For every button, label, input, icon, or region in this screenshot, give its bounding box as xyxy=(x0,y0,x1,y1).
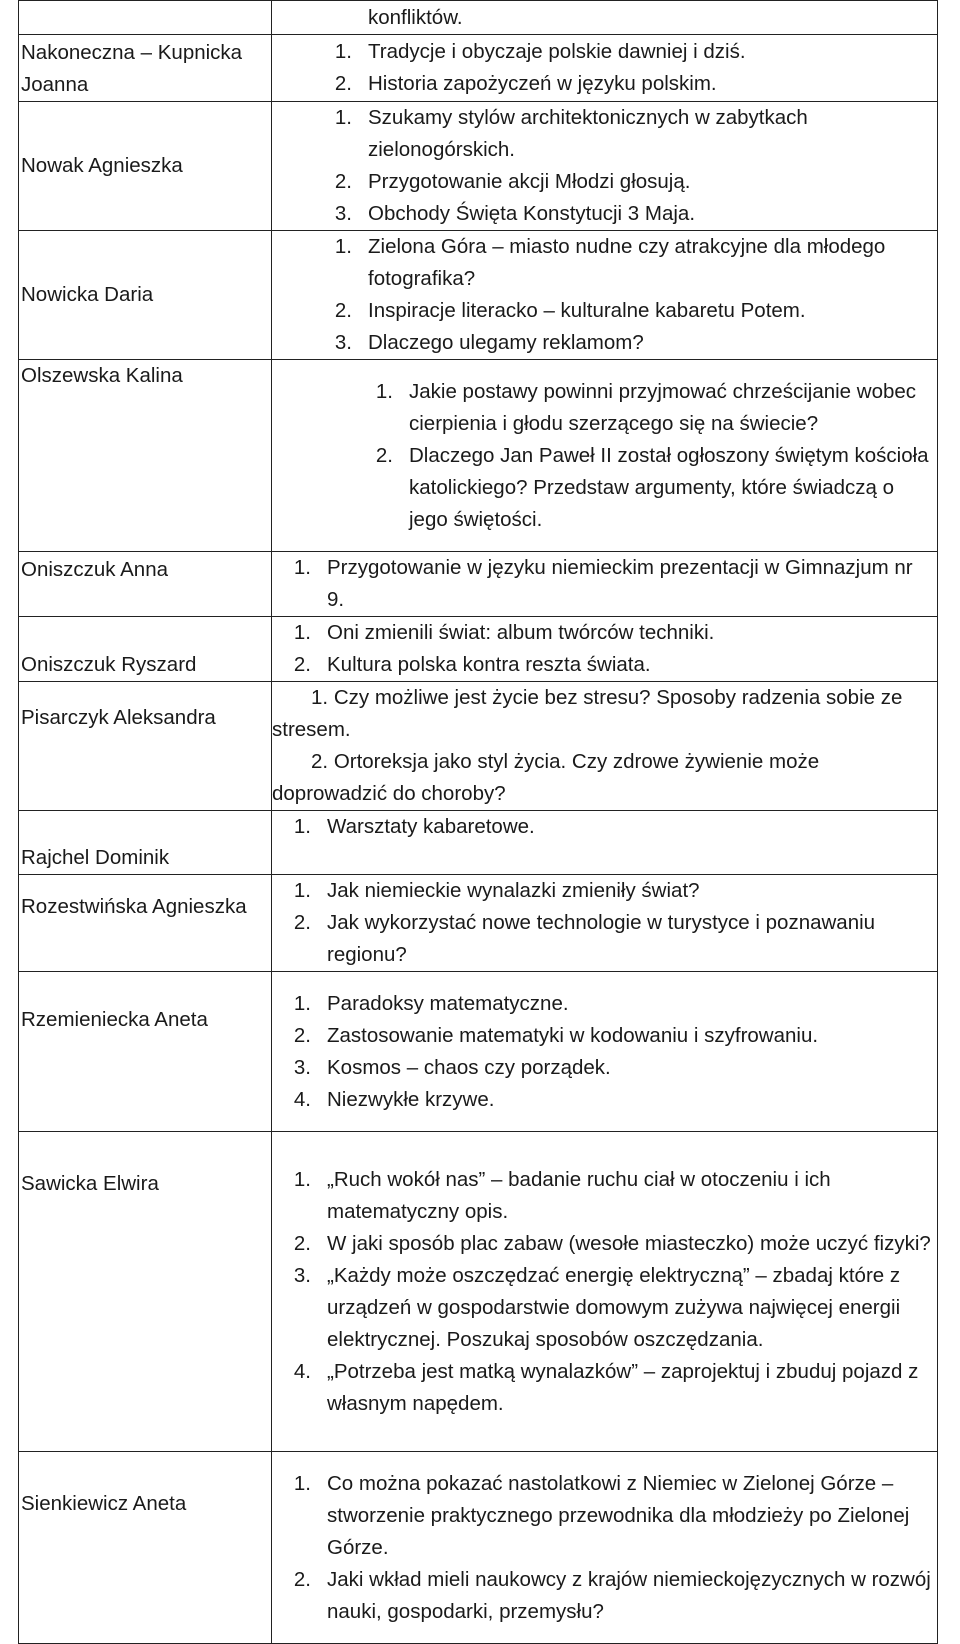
teacher-name: Oniszczuk Anna xyxy=(19,552,272,617)
table-row xyxy=(19,682,938,811)
teacher-name: Sawicka Elwira xyxy=(19,1132,272,1452)
list-item xyxy=(272,1564,931,1628)
table-row xyxy=(19,875,938,972)
teacher-name: Pisarczyk Aleksandra xyxy=(19,682,272,811)
item-number: 2. xyxy=(293,1023,311,1047)
item-number: 3. xyxy=(334,202,352,225)
table-row xyxy=(19,972,938,1132)
topics-cell xyxy=(272,552,938,617)
list-item xyxy=(272,36,931,68)
item-number: 3. xyxy=(293,1055,311,1079)
list-item xyxy=(272,102,931,166)
teacher-name xyxy=(19,1,272,35)
topic-list xyxy=(272,988,931,1116)
list-item xyxy=(272,988,931,1020)
table-row xyxy=(19,1132,938,1452)
topic-list xyxy=(272,376,931,536)
teacher-topics-table xyxy=(18,0,938,1644)
list-item xyxy=(272,198,931,230)
item-number: 2. xyxy=(334,72,352,95)
item-number: 2. xyxy=(293,653,311,676)
teacher-name: Nowak Agnieszka xyxy=(19,102,272,231)
list-item xyxy=(272,68,931,100)
list-item xyxy=(272,376,931,440)
list-item xyxy=(272,649,931,681)
topic-list xyxy=(272,1468,931,1628)
item-number: 1. xyxy=(293,1471,311,1495)
list-item xyxy=(272,875,931,907)
item-number: 2. xyxy=(293,1567,311,1591)
item-number: 2. xyxy=(375,443,393,467)
table-row xyxy=(19,1452,938,1644)
item-text: Zastosowanie matematyki w kodowaniu i szyfrowaniu. xyxy=(327,1023,819,1047)
item-number: 2. xyxy=(293,1231,311,1255)
item-text: „Ruch wokół nas” – badanie ruchu ciał w otoczeniu i ich matematyczny opis. xyxy=(327,1167,831,1223)
topic-list xyxy=(272,617,931,681)
topics-cell xyxy=(272,1452,938,1644)
topics-cell xyxy=(272,1,938,35)
list-item xyxy=(272,327,931,359)
item-text: Ortoreksja jako styl życia. Czy zdrowe żywienie może doprowadzić do choroby? xyxy=(272,750,820,805)
teacher-name: Sienkiewicz Aneta xyxy=(19,1452,272,1644)
list-item xyxy=(272,231,931,295)
item-text: Inspiracje literacko – kulturalne kabaretu Potem. xyxy=(368,299,806,322)
topics-cell xyxy=(272,35,938,102)
topics-cell xyxy=(272,102,938,231)
item-number: 1. xyxy=(293,556,311,579)
item-text: Szukamy stylów architektonicznych w zabytkach zielonogórskich. xyxy=(368,106,808,161)
topic-list xyxy=(272,875,931,971)
item-text: Co można pokazać nastolatkowi z Niemiec w Zielonej Górze – stworzenie praktycznego przewodnika dla młodzieży po Zielonej Górze. xyxy=(327,1471,910,1559)
item-text: „Potrzeba jest matką wynalazków” – zaprojektuj i zbuduj pojazd z własnym napędem. xyxy=(327,1359,919,1415)
item-text: Tradycje i obyczaje polskie dawniej i dziś. xyxy=(368,40,746,63)
teacher-name: Rozestwińska Agnieszka xyxy=(19,875,272,972)
item-text: Jakie postawy powinni przyjmować chrześcijanie wobec cierpienia i głodu szerzącego się na świecie? xyxy=(409,379,917,435)
teacher-name: Nakoneczna – Kupnicka Joanna xyxy=(19,35,272,102)
teacher-name: Olszewska Kalina xyxy=(19,360,272,552)
item-text: Historia zapożyczeń w języku polskim. xyxy=(368,72,717,95)
list-item xyxy=(272,1260,931,1356)
item-text: Zielona Góra – miasto nudne czy atrakcyjne dla młodego fotografika? xyxy=(368,235,886,290)
teacher-name: Rajchel Dominik xyxy=(19,811,272,875)
teacher-name: Rzemieniecka Aneta xyxy=(19,972,272,1132)
item-text: Oni zmienili świat: album twórców techniki. xyxy=(327,621,715,644)
topic-list xyxy=(272,102,931,230)
item-number: 2. xyxy=(311,750,329,773)
list-item xyxy=(272,617,931,649)
item-text: W jaki sposób plac zabaw (wesołe miasteczko) może uczyć fizyki? xyxy=(327,1231,931,1255)
list-item xyxy=(272,1020,931,1052)
topics-cell xyxy=(272,1132,938,1452)
teacher-name: Oniszczuk Ryszard xyxy=(19,617,272,682)
item-number: 2. xyxy=(293,911,311,934)
item-number: 4. xyxy=(293,1087,311,1111)
item-text: Kosmos – chaos czy porządek. xyxy=(327,1055,611,1079)
item-number: 1. xyxy=(293,1167,311,1191)
topic-paragraph xyxy=(272,746,931,810)
list-item xyxy=(272,1164,931,1228)
topic-list xyxy=(272,811,931,843)
item-text: Obchody Święta Konstytucji 3 Maja. xyxy=(368,202,696,225)
item-number: 3. xyxy=(293,1263,311,1287)
item-text: Paradoksy matematyczne. xyxy=(327,991,569,1015)
item-number: 1. xyxy=(293,991,311,1015)
list-item xyxy=(272,1052,931,1084)
topics-cell xyxy=(272,811,938,875)
list-item xyxy=(272,1228,931,1260)
topics-cell xyxy=(272,682,938,811)
item-number: 1. xyxy=(293,879,311,902)
topics-cell xyxy=(272,360,938,552)
item-number: 1. xyxy=(334,106,352,129)
topic-list xyxy=(272,1164,931,1420)
item-text: Przygotowanie akcji Młodzi głosują. xyxy=(368,170,691,193)
table-row xyxy=(19,231,938,360)
topics-cell xyxy=(272,231,938,360)
item-text: Jak wykorzystać nowe technologie w turystyce i poznawaniu regionu? xyxy=(327,911,876,966)
topic-list xyxy=(272,552,931,616)
item-text: Dlaczego Jan Paweł II został ogłoszony świętym kościoła katolickiego? Przedstaw argumenty, które świadczą o jego świętości. xyxy=(409,443,929,531)
item-text: „Każdy może oszczędzać energię elektryczną” – zbadaj które z urządzeń w gospodarstwie domowym zużywa najwięcej energii elektrycznej. Poszukaj sposobów oszczędzania. xyxy=(327,1263,901,1351)
topic-list xyxy=(272,231,931,359)
list-item xyxy=(272,907,931,971)
item-text: Niezwykłe krzywe. xyxy=(327,1087,495,1111)
list-item xyxy=(272,1084,931,1116)
topic-list xyxy=(272,36,931,100)
table-row xyxy=(19,811,938,875)
item-number: 1. xyxy=(293,621,311,644)
item-number: 1. xyxy=(293,815,311,838)
table-row xyxy=(19,102,938,231)
table-row xyxy=(19,552,938,617)
list-item xyxy=(272,811,931,843)
topics-cell xyxy=(272,617,938,682)
topics-cell xyxy=(272,875,938,972)
item-text: Jak niemieckie wynalazki zmieniły świat? xyxy=(327,879,700,902)
list-item xyxy=(272,1468,931,1564)
item-number: 1. xyxy=(334,235,352,258)
item-number: 4. xyxy=(293,1359,311,1383)
list-item xyxy=(272,1356,931,1420)
item-text: Dlaczego ulegamy reklamom? xyxy=(368,331,644,354)
table-row xyxy=(19,360,938,552)
table-row xyxy=(19,35,938,102)
list-item xyxy=(272,166,931,198)
item-text: Kultura polska kontra reszta świata. xyxy=(327,653,651,676)
continued-text: konfliktów. xyxy=(368,5,463,29)
item-number: 1. xyxy=(375,379,393,403)
list-item xyxy=(272,440,931,536)
topics-cell xyxy=(272,972,938,1132)
item-number: 2. xyxy=(334,299,352,322)
table-row xyxy=(19,617,938,682)
item-number: 1. xyxy=(311,686,329,709)
teacher-name: Nowicka Daria xyxy=(19,231,272,360)
item-text: Warsztaty kabaretowe. xyxy=(327,815,535,838)
item-number: 2. xyxy=(334,170,352,193)
item-text: Jaki wkład mieli naukowcy z krajów niemieckojęzycznych w rozwój nauki, gospodarki, przemysłu? xyxy=(327,1567,931,1623)
topic-paragraph xyxy=(272,682,931,746)
item-number: 1. xyxy=(334,40,352,63)
table-row xyxy=(19,1,938,35)
list-item xyxy=(272,552,931,616)
item-text: Przygotowanie w języku niemieckim prezentacji w Gimnazjum nr 9. xyxy=(327,556,913,611)
item-text: Czy możliwe jest życie bez stresu? Sposoby radzenia sobie ze stresem. xyxy=(272,686,903,741)
item-number: 3. xyxy=(334,331,352,354)
list-item xyxy=(272,295,931,327)
